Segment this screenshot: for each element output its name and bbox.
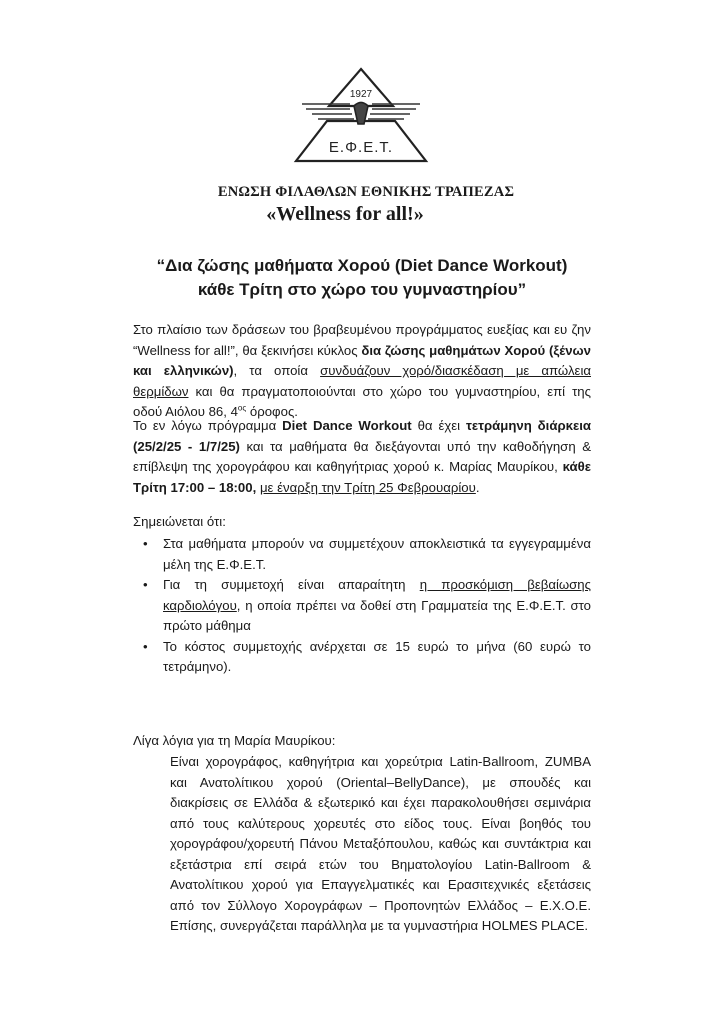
bold-text: δια ζώσης μαθημάτων Χορού (ξένων και ελληνικών) [133,342,592,378]
headline-line-1: “Δια ζώσης μαθήματα Χορού (Diet Dance Workout) [156,256,568,275]
logo-year: 1927 [349,89,373,100]
logo-wings-icon [302,103,420,125]
text: Το εν λόγω πρόγραμμα [133,418,283,433]
bullet-icon: • [143,577,148,592]
efet-logo [292,66,430,166]
text: , τα οποία [233,363,321,378]
headline [0,254,724,302]
intro-paragraph [133,320,591,423]
text: όροφος. [246,404,298,419]
list-item [133,534,591,575]
underlined-text: η προσκόμιση βεβαίωσης καρδιολόγου [163,577,591,613]
notes-intro: Σημειώνεται ότι: [133,514,226,529]
text: . [475,479,480,495]
bullet-icon: • [143,536,148,551]
bio-heading: Λίγα λόγια για τη Μαρία Μαυρίκου: [133,733,336,748]
bold-text: Diet Dance Workout [282,418,412,433]
text: Στο πλαίσιο των δράσεων του βραβευμένου προγράμματος ευεξίας και ευ ζην “Wellness for all!”, θα ξεκινήσει κύκλος [133,322,591,358]
bold-text: κάθε Τρίτη 17:00 – 18:00, [133,459,591,495]
text: , η οποία πρέπει να δοθεί στη Γραμματεία της Ε.Φ.Ε.Τ. στο πρώτο μάθημα [163,597,591,633]
program-title: «Wellness for all!» [266,203,424,225]
text: Στα μαθήματα μπορούν να συμμετέχουν αποκλειστικά τα εγγεγραμμένα μέλη της Ε.Φ.Ε.Τ. [163,536,591,572]
headline-line-2: κάθε Τρίτη στο χώρο του γυμναστηρίου” [197,280,527,299]
text: Για τη συμμετοχή είναι απαραίτητη [163,577,420,592]
bold-text: τετράμηνη διάρκεια (25/2/25 - 1/7/25) [133,418,591,454]
list-item [133,637,591,678]
text: θα έχει [411,418,466,433]
bio-text: Είναι χορογράφος, καθηγήτρια και χορεύτρια Latin-Ballroom, ZUMBA και Ανατολίτικου χορού (Oriental–BellyDance), με σπουδές και διακρίσεις σε Ελλάδα & εξωτερικό και έχει παρακολουθήσει σεμινάρια από τους καλύτερους χορευτές στο είδος τους. Είναι βοηθός του χορογράφου/χορευτή Πάνου Μεταξόπουλου, καθώς και συντάκτρια και εξετάστρια επί σειρά ετών του Βηματολογίου Latin-Ballroom & Ανατολίτικου χορού για Επαγγελματικές και Ερασιτεχνικές εξετάσεις από τον Σύλλογο Χορογράφων – Προπονητών Ελλάδος – Ε.Χ.Ο.Ε. Επίσης, συνεργάζεται παράλληλα με τα γυμναστήρια HOLMES PLACE. [170,754,591,933]
superscript: ος [237,403,247,413]
underlined-text: συνδυάζουν χορό/διασκέδαση με απώλεια θερμίδων [133,363,591,399]
list-item [133,575,591,637]
text: και τα μαθήματα θα διεξάγονται υπό την καθοδήγηση & επίβλεψη της χορογράφου και καθηγήτριας χορού κ. Μαρίας Μαυρίκου, [133,438,591,474]
underlined-text: με έναρξη την Τρίτη 25 Φεβρουαρίου [259,479,476,495]
notes-list [133,534,591,678]
text: Το κόστος συμμετοχής ανέρχεται σε 15 ευρώ το μήνα (60 ευρώ το τετράμηνο). [163,638,591,674]
schedule-paragraph [133,416,591,498]
bullet-icon: • [143,638,148,654]
organization-name: ΕΝΩΣΗ ΦΙΛΑΘΛΩΝ ΕΘΝΙΚΗΣ ΤΡΑΠΕΖΑΣ [217,184,515,200]
text: και θα πραγματοποιούνται στο χώρο του γυμναστηρίου, επί της οδού Αιόλου 86, 4 [133,383,591,419]
logo-initials: Ε.Φ.Ε.Τ. [328,139,394,156]
